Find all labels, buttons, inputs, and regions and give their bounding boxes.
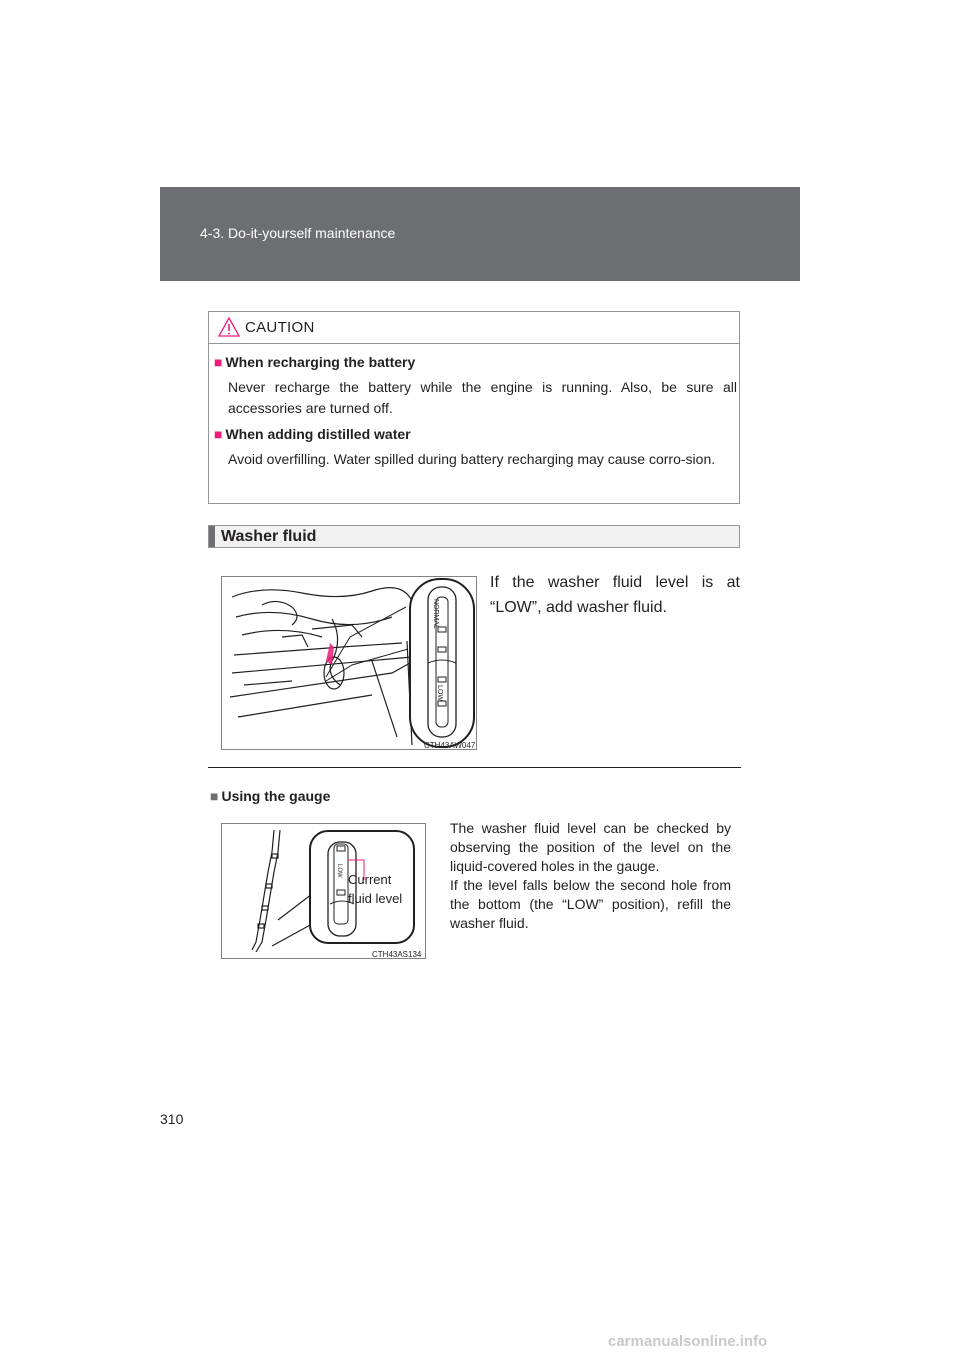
callout-current: Current	[348, 872, 392, 887]
section-title: 4-3. Do-it-yourself maintenance	[200, 225, 396, 241]
caution-subheading-1: ■ When recharging the battery	[214, 354, 416, 370]
section-heading: Washer fluid	[221, 528, 317, 545]
caution-box	[208, 311, 740, 504]
header-band	[160, 187, 800, 281]
callout-fluid-level: fluid level	[348, 891, 403, 906]
caution-text-2: Avoid overfilling. Water spilled during battery recharging may cause corro-sion.	[228, 451, 716, 467]
using-gauge-heading: ■ Using the gauge	[210, 788, 331, 804]
gauge-figure	[221, 823, 426, 959]
figure-code-2: CTH43AS134	[372, 950, 422, 959]
watermark: carmanualsonline.info	[608, 1333, 768, 1350]
gauge-description	[450, 819, 731, 933]
gauge-description-para-2: If the level falls below the second hole from the bottom (the “LOW” position), refill the washer fluid.	[450, 877, 731, 931]
warning-triangle-icon	[218, 317, 240, 337]
gauge-figure-low-label: LOW	[336, 864, 342, 878]
caution-subheading-2: ■ When adding distilled water	[214, 426, 411, 442]
gauge-description-para-1: The washer fluid level can be checked by observing the position of the level on the liquid-covered holes in the gauge.	[450, 820, 731, 874]
figure-code-1: CTH43AW047	[424, 741, 476, 750]
gauge-low-label: LOW	[436, 685, 443, 701]
caution-header	[209, 312, 739, 344]
gauge-normal-label: NORMAL	[432, 599, 439, 629]
engine-bay-figure	[221, 576, 477, 750]
intro-text: If the washer fluid level is at “LOW”, add washer fluid.	[490, 574, 740, 616]
caution-text-1: Never recharge the battery while the engine is running. Also, be sure all accessories are turned off.	[228, 379, 737, 416]
horizontal-rule	[208, 767, 741, 768]
section-heading-bar	[208, 525, 740, 548]
engine-bay-illustration	[222, 577, 476, 749]
section-accent	[209, 526, 215, 547]
page-number: 310	[160, 1111, 184, 1127]
caution-title: CAUTION	[245, 319, 315, 336]
